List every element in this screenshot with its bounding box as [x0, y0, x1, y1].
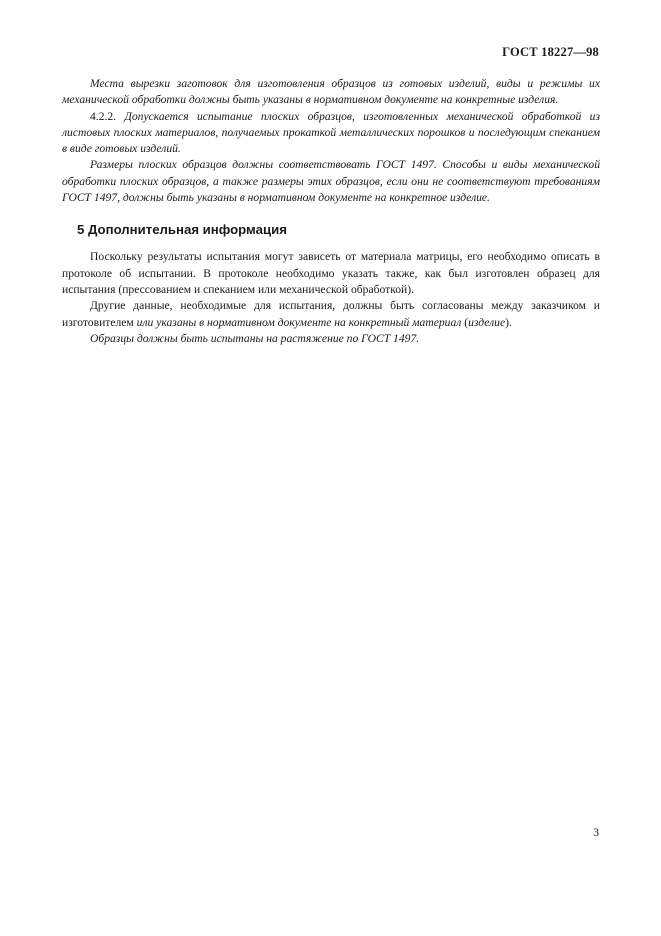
other-data-paren: ( — [461, 315, 469, 329]
other-data-italic: или указаны в нормативном документе на конкретный материал — [136, 315, 462, 329]
paragraph-flat-sample-sizes: Размеры плоских образцов должны соответствовать ГОСТ 1497. Способы и виды механической обработки плоских образцов, а также размеры этих образцов, если они не соответствуют требованиям ГОСТ 1497, должны быть указаны в нормативном документе на конкретное изделие. — [62, 158, 600, 205]
paragraph-other-data — [62, 298, 600, 331]
other-data-italic-product: изделие — [468, 315, 506, 329]
section-title: 5 Дополнительная информация — [77, 222, 287, 238]
page-number: 3 — [593, 827, 599, 839]
paragraph-test-results: Поскольку результаты испытания могут зависеть от материала матрицы, его необходимо описать в протоколе об испытании. В протоколе необходимо указать также, как был изготовлен образец для испытания (прессованием и спеканием или механической обработкой). — [62, 250, 600, 296]
clause-text: Допускается испытание плоских образцов, изготовленных механической обработкой из листовых плоских материалов, получаемых прокаткой металлических порошков и последующим спеканием в виде готовых изделий. — [62, 109, 600, 156]
document-body — [62, 76, 600, 347]
document-code: ГОСТ 18227—98 — [502, 45, 599, 59]
clause-number: 4.2.2. — [90, 109, 117, 123]
other-data-end: ). — [505, 315, 512, 329]
paragraph-tensile-test: Образцы должны быть испытаны на растяжение по ГОСТ 1497. — [90, 331, 420, 345]
paragraph-4-2-2 — [62, 109, 600, 158]
other-data-text: Другие данные, необходимые для испытания, должны быть согласованы между заказчиком и изготовителем — [62, 299, 600, 329]
paragraph-cutting-locations: Места вырезки заготовок для изготовления образцов из готовых изделий, виды и режимы их механической обработки должны быть указаны в нормативном документе на конкретные изделия. — [62, 77, 600, 107]
